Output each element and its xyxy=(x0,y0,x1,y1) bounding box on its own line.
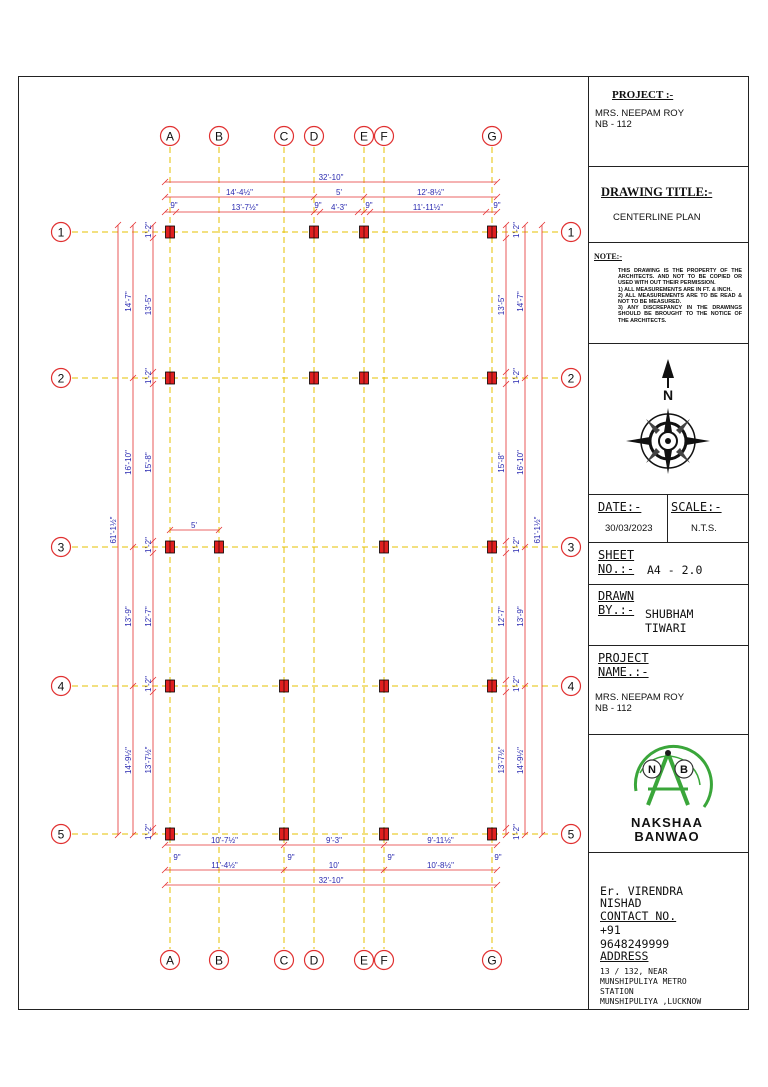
dim-edge-offset-left: 1'-2" xyxy=(144,676,153,692)
dim-bottom-offset: 9" xyxy=(287,853,295,862)
sheet-value: A4 - 2.0 xyxy=(647,563,703,577)
north-compass-icon xyxy=(588,344,749,495)
dim-left-overall-label: 61'-1½" xyxy=(109,516,118,544)
dim-edge-offset-right: 1'-2" xyxy=(512,676,521,692)
grid-bubble-top-C-label: C xyxy=(279,129,289,144)
dim-right-inner-label: 15'-8" xyxy=(497,452,506,473)
grid-bubble-right-2-label: 2 xyxy=(567,371,575,386)
dim-right-inner-label: 12'-7" xyxy=(497,606,506,627)
grid-bubble-right-4-label: 4 xyxy=(567,679,575,694)
dim-right-inner-label: 13'-7½" xyxy=(497,746,506,774)
project-name-cell xyxy=(588,645,749,734)
address-label: ADDRESS xyxy=(600,949,649,963)
contact-value: +91 9648249999 xyxy=(600,923,670,951)
dim-left-inner-label: 15'-8" xyxy=(144,452,153,473)
drawing-title-heading: DRAWING TITLE:- xyxy=(601,185,713,199)
north-arrow-cell xyxy=(588,343,749,494)
drawing-title: CENTERLINE PLAN xyxy=(613,212,701,223)
grid-bubble-left-4-label: 4 xyxy=(57,679,65,694)
dim-bottom-row1-label: 9'-3" xyxy=(326,836,342,845)
drawn-by-cell xyxy=(588,584,749,645)
grid-bubble-bottom-B-label: B xyxy=(214,953,224,968)
dim-right-outer-label: 13'-9" xyxy=(516,606,525,627)
title-block xyxy=(588,76,749,1010)
dim-bottom-offset: 9" xyxy=(173,853,181,862)
dim-bottom-offset: 9" xyxy=(387,853,395,862)
dim-left-outer-label: 14'-9½" xyxy=(124,746,133,775)
dim-top-offset: 9" xyxy=(365,201,373,210)
nakshaa-banwao-logo xyxy=(588,735,749,853)
logo-cell xyxy=(588,734,749,852)
dim-top-offset: 9" xyxy=(170,201,178,210)
dim-right-outer-label: 14'-9½" xyxy=(516,746,525,775)
svg-text:BANWAO: BANWAO xyxy=(634,829,700,844)
dim-top-overall-label: 32'-10" xyxy=(318,173,344,182)
dim-edge-offset-left: 1'-2" xyxy=(144,368,153,384)
dim-bottom-row2-label: 10'-8½" xyxy=(426,861,455,870)
grid-bubble-top-F-label: F xyxy=(380,129,388,144)
project-name-value: MRS. NEEPAM ROY NB - 112 xyxy=(595,692,685,714)
sheet-cell xyxy=(588,542,749,584)
dim-top-row2-label: 14'-4½" xyxy=(225,188,254,197)
dim-top-row3-label: 4'-3" xyxy=(331,203,347,212)
dim-top-row3-label: 11'-11½" xyxy=(412,203,444,212)
date-scale-cell xyxy=(588,494,749,542)
dim-bottom-row2-label: 11'-4½" xyxy=(211,861,238,870)
dim-bottom-overall-label: 32'-10" xyxy=(318,876,344,885)
contact-label: CONTACT NO. xyxy=(600,909,677,923)
dim-edge-offset-left: 1'-2" xyxy=(144,537,153,553)
note-cell xyxy=(588,242,749,343)
dim-edge-offset-right: 1'-2" xyxy=(512,537,521,553)
dim-edge-offset-right: 1'-2" xyxy=(512,368,521,384)
grid-bubble-bottom-G-label: G xyxy=(487,953,497,968)
dim-bottom-row1-label: 10'-7½" xyxy=(210,836,239,845)
dim-top-row2-label: 5' xyxy=(336,188,342,197)
project-name: MRS. NEEPAM ROY NB - 112 xyxy=(595,108,685,130)
note-heading: NOTE:- xyxy=(594,252,622,261)
svg-text:N: N xyxy=(648,764,656,776)
address-value: 13 / 132, NEAR MUNSHIPULIYA METRO STATION MUNSHIPULIYA ,LUCKNOW xyxy=(600,967,702,1006)
dim-edge-offset-right: 1'-2" xyxy=(512,824,521,840)
grid-bubble-left-1-label: 1 xyxy=(57,225,65,240)
dim-left-outer-label: 16'-10" xyxy=(124,450,133,475)
grid-bubble-right-3-label: 3 xyxy=(567,540,575,555)
project-heading: PROJECT :- xyxy=(612,89,674,101)
north-label: N xyxy=(662,387,674,403)
grid-bubble-top-G-label: G xyxy=(487,129,497,144)
grid-bubble-bottom-A-label: A xyxy=(165,953,175,968)
project-cell xyxy=(588,76,749,166)
svg-text:B: B xyxy=(680,764,688,776)
grid-bubble-top-A-label: A xyxy=(165,129,175,144)
grid-bubble-right-1-label: 1 xyxy=(567,225,575,240)
grid-bubble-left-2-label: 2 xyxy=(57,371,65,386)
grid-bubble-bottom-F-label: F xyxy=(380,953,388,968)
grid-bubble-top-E-label: E xyxy=(359,129,369,144)
dim-ab-label: 5' xyxy=(191,521,197,530)
dim-edge-offset-left: 1'-2" xyxy=(144,222,153,238)
dim-left-inner-label: 12'-7" xyxy=(144,606,153,627)
grid-bubble-bottom-C-label: C xyxy=(279,953,289,968)
scale-label: SCALE:- xyxy=(671,500,722,514)
grid-bubble-top-D-label: D xyxy=(309,129,319,144)
grid-bubble-top-B-label: B xyxy=(214,129,224,144)
dim-right-outer-label: 14'-7" xyxy=(516,291,525,312)
dim-edge-offset-left: 1'-2" xyxy=(144,824,153,840)
dim-bottom-offset: 9" xyxy=(494,853,502,862)
drawn-value: SHUBHAM TIWARI xyxy=(645,607,694,635)
drawn-label: DRAWN BY.:- xyxy=(598,589,635,617)
project-name-label: PROJECT NAME.:- xyxy=(598,651,649,679)
dim-left-outer-label: 13'-9" xyxy=(124,606,133,627)
grid-bubble-bottom-D-label: D xyxy=(309,953,319,968)
dim-right-inner-label: 13'-5" xyxy=(497,294,506,316)
scale-value: N.T.S. xyxy=(691,523,717,534)
grid-bubble-left-3-label: 3 xyxy=(57,540,65,555)
dim-top-offset: 9" xyxy=(314,201,322,210)
dim-top-row3-label: 13'-7½" xyxy=(231,203,259,212)
grid-bubble-right-5-label: 5 xyxy=(567,827,575,842)
dim-bottom-row2-label: 10' xyxy=(328,861,340,870)
engineer-name: Er. VIRENDRA NISHAD xyxy=(600,884,684,910)
date-label: DATE:- xyxy=(598,500,642,514)
dim-left-inner-label: 13'-7½" xyxy=(144,746,153,774)
svg-text:NAKSHAA: NAKSHAA xyxy=(631,815,703,830)
grid-bubble-bottom-E-label: E xyxy=(359,953,369,968)
dim-left-outer-label: 14'-7" xyxy=(124,291,133,312)
grid-bubble-left-5-label: 5 xyxy=(57,827,65,842)
dim-bottom-row1-label: 9'-11½" xyxy=(427,836,454,845)
dim-right-overall-label: 61'-1½" xyxy=(533,516,542,544)
date-value: 30/03/2023 xyxy=(605,523,653,534)
drawing-title-cell xyxy=(588,166,749,242)
dim-left-inner-label: 13'-5" xyxy=(144,294,153,316)
note-text: THIS DRAWING IS THE PROPERTY OF THE ARCHITECTS. AND NOT TO BE COPIED OR USED WITH OUT THEIR PERMISSION. 1) ALL MEASUREMENTS ARE IN FT. & INCH. 2) ALL MEASUREMENTS ARE TO BE READ & NOT TO BE MEASURED. 3) ANY DISCREPANCY IN THE DRAWINGS SHOULD BE BROUGHT TO THE NOTICE OF THE ARCHITECTS. xyxy=(618,268,742,324)
dim-top-row2-label: 12'-8½" xyxy=(416,188,445,197)
sheet-label: SHEET NO.:- xyxy=(598,548,635,576)
dim-edge-offset-right: 1'-2" xyxy=(512,222,521,238)
contact-cell xyxy=(588,852,749,1010)
dim-right-outer-label: 16'-10" xyxy=(516,450,525,475)
dim-top-offset: 9" xyxy=(493,201,501,210)
